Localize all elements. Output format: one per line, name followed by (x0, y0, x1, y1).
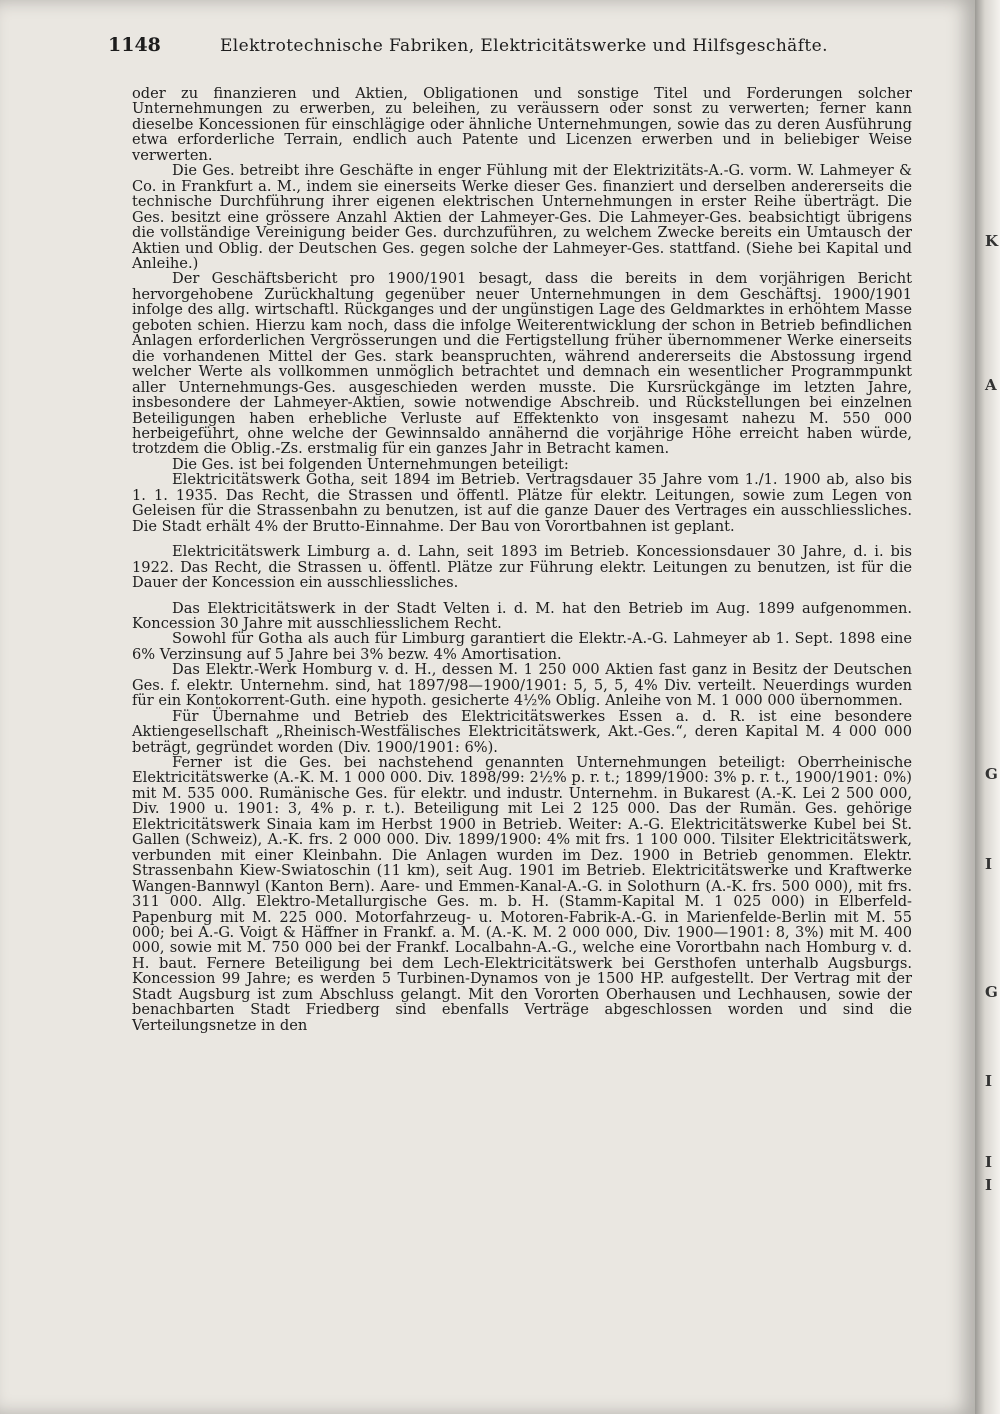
paragraph-11: Ferner ist die Ges. bei nachstehend genannten Unternehmungen beteiligt: Oberrheinische Elektricitätswerke (A.-K. M. 1 000 000. Div. 1898/99: 2½% p. r. t.; 1899/1900: 3% p. r. t., 1900/1901: 0%) mit M. 535 000. Rumänische Ges. für elektr. und industr. Unternehm. in Bukarest (A.-K. Lei 2 500 000, Div. 1900 u. 1901: 3, 4% p. r. t.). Beteiligung mit Lei 2 125 000. Das der Rumän. Ges. gehörige Elektricitätswerk Sinaia kam im Herbst 1900 in Betrieb. Weiter: A.-G. Elektricitätswerke Kubel bei St. Gallen (Schweiz), A.-K. frs. 2 000 000. Div. 1899/1900: 4% mit frs. 1 100 000. Tilsiter Elektricitätswerk, verbunden mit einer Kleinbahn. Die Anlagen wurden im Dez. 1900 in Betrieb genommen. Elektr. Strassenbahn Kiew-Swiatoschin (11 km), seit Aug. 1901 im Betrieb. Elektricitätswerke und Kraftwerke Wangen-Bannwyl (Kanton Bern). Aare- und Emmen-Kanal-A.-G. in Solothurn (A.-K. frs. 500 000), mit frs. 311 000. Allg. Elektro-Metallurgische Ges. m. b. H. (Stamm-Kapital M. 1 025 000) in Elberfeld-Papenburg mit M. 225 000. Motorfahrzeug- u. Motoren-Fabrik-A.-G. in Marienfelde-Berlin mit M. 55 000; bei A.-G. Voigt & Häffner in Frankf. a. M. (A.-K. M. 2 000 000, Div. 1900—1901: 8, 3%) mit M. 400 000, sowie mit M. 750 000 bei der Frankf. Localbahn-A.-G., welche eine Vorortbahn nach Homburg v. d. H. baut. Fernere Beteiligung bei dem Lech-Elektricitätswerk bei Gersthofen unterhalb Augsburgs. Koncession 99 Jahre; es werden 5 Turbinen-Dynamos von je 1500 HP. aufgestellt. Der Vertrag mit der Stadt Augsburg ist zum Abschluss gelangt. Mit den Vororten Oberhausen und Lechhausen, sowie der benachbarten Stadt Friedberg sind ebenfalls Verträge abgeschlossen worden und sind die Verteilungsnetze in den (132, 754, 912, 1034)
paragraph-4: Die Ges. ist bei folgenden Unternehmungen beteiligt: (172, 455, 569, 473)
paragraph-6: Elektricitätswerk Limburg a. d. Lahn, seit 1893 im Betrieb. Koncessionsdauer 30 Jahre, d. i. bis 1922. Das Recht, die Strassen u. öffentl. Plätze zur Führung elektr. Leitungen zu benutzen, ist für die Dauer der Koncession ein ausschliessliches. (132, 543, 912, 592)
margin-letter: K (985, 232, 999, 250)
paragraph-9: Das Elektr.-Werk Homburg v. d. H., dessen M. 1 250 000 Aktien fast ganz in Besitz der Deutschen Ges. f. elektr. Unternehm. sind, hat 1897/98—1900/1901: 5, 5, 5, 4% Div. verteilt. Neuerdings wurden für ein Kontokorrent-Guth. eine hypoth. gesicherte 4½% Oblig. Anleihe von M. 1 000 000 übernommen. (132, 661, 912, 710)
paragraph-10: Für Übernahme und Betrieb des Elektricitätswerkes Essen a. d. R. ist eine besondere Aktiengesellschaft „Rheinisch-Westfälisches Elektricitätswerk, Akt.-Ges.“, deren Kapital M. 4 000 000 beträgt, gegründet worden (Div. 1900/1901: 6%). (132, 707, 912, 756)
margin-letter: I (985, 855, 993, 873)
margin-letter: I (985, 1153, 993, 1171)
page-number: 1148 (108, 34, 161, 56)
paragraph-7: Das Elektricitätswerk in der Stadt Velten i. d. M. hat den Betrieb im Aug. 1899 aufgenommen. Koncession 30 Jahre mit ausschliesslichem Recht. (132, 599, 912, 632)
margin-letter: G (985, 983, 998, 1001)
body-text (132, 86, 912, 1386)
paragraph-5: Elektricitätswerk Gotha, seit 1894 im Betrieb. Vertragsdauer 35 Jahre vom 1./1. 1900 ab, also bis 1. 1. 1935. Das Recht, die Strassen und öffentl. Plätze für elektr. Leitungen, sowie zum Legen von Geleisen für die Strassenbahn zu benutzen, ist auf die ganze Dauer des Vertrages ein ausschliessliches. Die Stadt erhält 4% der Brutto-Einnahme. Der Bau von Vorortbahnen ist geplant. (132, 471, 912, 535)
paragraph-1: oder zu finanzieren und Aktien, Obligationen und sonstige Titel und Forderungen solcher Unternehmungen zu erwerben, zu beleihen, zu veräussern oder sonst zu verwerten; ferner kann dieselbe Koncessionen für einschlägige oder ähnliche Unternehmungen, sowie das zu deren Ausführung etwa erforderliche Terrain, endlich auch Patente und Licenzen erwerben und in beliebiger Weise verwerten. (132, 85, 912, 164)
margin-letter: G (985, 765, 998, 783)
margin-letter: I (985, 1072, 993, 1090)
running-title: Elektrotechnische Fabriken, Elektricitätswerke und Hilfsgeschäfte. (220, 36, 828, 56)
facing-page-margin (981, 0, 1000, 1414)
margin-letter: A (985, 376, 997, 394)
paragraph-2: Die Ges. betreibt ihre Geschäfte in enger Fühlung mit der Elektrizitäts-A.-G. vorm. W. Lahmeyer & Co. in Frankfurt a. M., indem sie einerseits Werke dieser Ges. finanziert und derselben andererseits die technische Durchführung ihrer eigenen elektrischen Unternehmungen in erster Reihe überträgt. Die Ges. besitzt eine grössere Anzahl Aktien der Lahmeyer-Ges. Die Lahmeyer-Ges. beabsichtigt übrigens die vollständige Vereinigung beider Ges. durchzuführen, zu welchem Zwecke bereits ein Umtausch der Aktien und Oblig. der Deutschen Ges. gegen solche der Lahmeyer-Ges. stattfand. (Siehe bei Kapital und Anleihe.) (132, 162, 912, 272)
page-header (108, 34, 938, 64)
paragraph-3: Der Geschäftsbericht pro 1900/1901 besagt, dass die bereits in dem vorjährigen Bericht hervorgehobene Zurückhaltung gegenüber neuer Unternehmungen in dem Geschäftsj. 1900/1901 infolge des allg. wirtschaftl. Rückganges und der ungünstigen Lage des Geldmarktes in erhöhtem Masse geboten schien. Hierzu kam noch, dass die infolge Weiterentwicklung der schon in Betrieb befindlichen Anlagen erforderlichen Vergrösserungen und die Fertigstellung früher übernommener Werke einerseits die vorhandenen Mittel der Ges. stark beanspruchten, während andererseits die Abstossung irgend welcher Werte als vollkommen unmöglich betrachtet und demnach ein wesentlicher Programmpunkt aller Unternehmungs-Ges. ausgeschieden werden musste. Die Kursrückgänge im letzten Jahre, insbesondere der Lahmeyer-Aktien, sowie notwendige Abschreib. und Rückstellungen bei einzelnen Beteiligungen haben erhebliche Verluste auf Effektenkto von insgesamt nahezu M. 550 000 herbeigeführt, ohne welche der Gewinnsaldo annähernd die vorjährige Höhe erreicht haben würde, trotzdem die Oblig.-Zs. erstmalig für ein ganzes Jahr in Betracht kamen. (132, 270, 912, 458)
margin-letter: I (985, 1176, 993, 1194)
paragraph-8: Sowohl für Gotha als auch für Limburg garantiert die Elektr.-A.-G. Lahmeyer ab 1. Sept. 1898 eine 6% Verzinsung auf 5 Jahre bei 3% bezw. 4% Amortisation. (132, 630, 912, 663)
